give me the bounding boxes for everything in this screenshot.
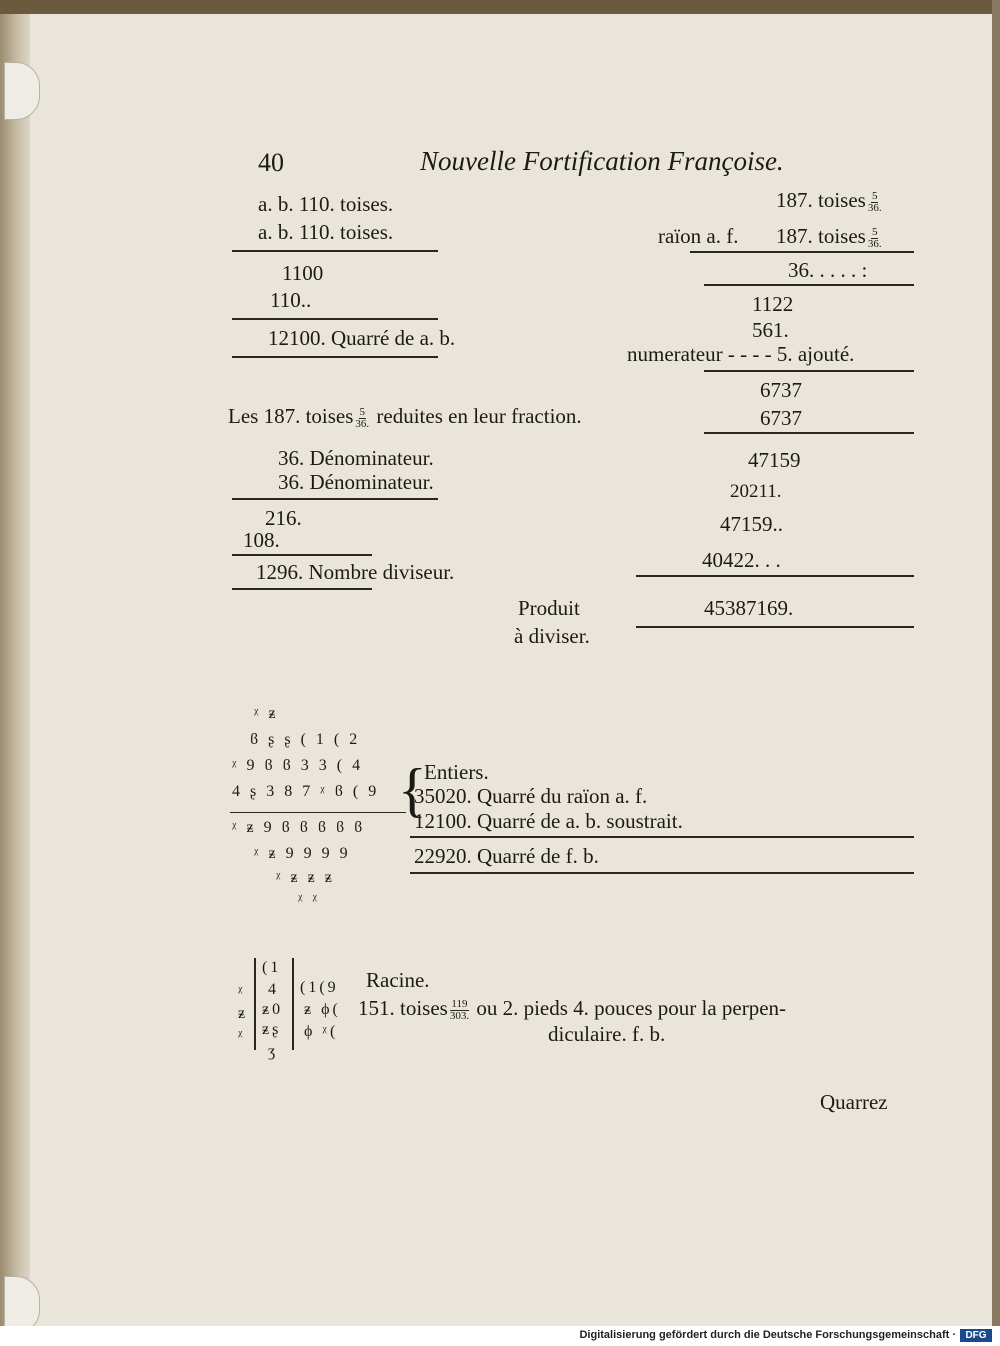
division-row: ᵡ ᵶ 9 ϐ ϐ ϐ ϐ ϐ: [232, 819, 366, 836]
numerateur-ajoute: numerateur - - - - 5. ajouté.: [627, 342, 855, 366]
product-108: 108.: [243, 528, 280, 552]
entiers-label: Entiers.: [424, 760, 489, 784]
book-edge-right: [992, 0, 1000, 1326]
produit-label: Produit: [518, 596, 580, 620]
fraction-numerator: 119: [451, 997, 468, 1010]
reduites-line: [228, 406, 582, 430]
rule: [232, 250, 438, 252]
root-col3: ᵶ ϕ(: [304, 1001, 341, 1018]
root-col1: ᵡ: [238, 983, 246, 1000]
rule: [232, 356, 438, 358]
page-number: 40: [258, 148, 284, 177]
division-row: ᵡ ᵶ: [254, 705, 279, 722]
dfg-credit: Digitalisierung gefördert durch die Deutsche Forschungsgemeinschaft ·: [579, 1329, 956, 1341]
running-title: Nouvelle Fortification Françoise.: [420, 146, 784, 176]
fraction-denominator: 36.: [355, 417, 370, 430]
rule: [230, 812, 406, 813]
partial-47159: 47159: [748, 448, 801, 472]
nombre-diviseur: 1296. Nombre diviseur.: [256, 560, 455, 584]
fraction-denominator: 36.: [867, 201, 882, 214]
rule: [704, 370, 914, 372]
quarre-ab-soustrait: 12100. Quarré de a. b. soustrait.: [414, 809, 683, 833]
quarre-raion: 35020. Quarré du raïon a. f.: [414, 784, 648, 808]
multiplier-6737: 6737: [760, 406, 802, 430]
denominateur-2: 36. Dénominateur.: [278, 470, 434, 494]
rule: [232, 318, 438, 320]
division-row: ᵡ 9 ϐ ϐ 3 3 ( 4: [232, 757, 364, 774]
raion-af: raïon a. f.: [658, 224, 739, 248]
fraction: [355, 407, 369, 430]
toises-1-text: 187. toises: [776, 188, 866, 212]
rule: [410, 872, 914, 874]
ab-toises-2: a. b. 110. toises.: [258, 220, 394, 244]
product-561: 561.: [752, 318, 789, 342]
partial-47159b: 47159..: [720, 512, 783, 536]
division-row: 4 ʂ 3 8 7 ᵡ ϐ ( 9: [232, 783, 380, 800]
root-col1: ᵡ: [238, 1027, 246, 1044]
reduites-post: reduites en leur fraction.: [376, 404, 582, 428]
product-110: 110..: [270, 288, 312, 312]
multiplier-36: 36. . . . . :: [788, 258, 868, 282]
book-binding: [0, 14, 30, 1326]
catchword: Quarrez: [820, 1090, 888, 1114]
fraction: [868, 227, 882, 250]
fraction-numerator: 5: [871, 189, 878, 202]
root-col2: ʒ: [268, 1043, 279, 1060]
quarre-ab: 12100. Quarré de a. b.: [268, 326, 456, 350]
fraction-numerator: 5: [359, 405, 366, 418]
root-col3: ϕ ᵡ(: [304, 1023, 339, 1040]
toises-2: [776, 226, 884, 250]
racine-label: Racine.: [366, 968, 430, 992]
root-col3: (1(9: [300, 979, 339, 996]
rule: [232, 554, 372, 556]
root-result-text: ou 2. pieds 4. pouces pour la perpen-: [476, 996, 787, 1020]
toises-2-text: 187. toises: [776, 224, 866, 248]
quarre-fb: 22920. Quarré de f. b.: [414, 844, 599, 868]
partial-40422: 40422. . .: [702, 548, 781, 572]
a-diviser-label: à diviser.: [514, 624, 590, 648]
division-row: ᵡ ᵡ: [298, 891, 321, 908]
toises-1: [776, 190, 884, 214]
rule: [232, 588, 372, 590]
division-row: ᵡ ᵶ ᵶ ᵶ: [276, 869, 335, 886]
rule: [690, 251, 914, 253]
root-result-line2: diculaire. f. b.: [548, 1022, 666, 1046]
division-row: ᵡ ᵶ 9 9 9 9: [254, 845, 351, 862]
fraction-denominator: 36.: [867, 237, 882, 250]
root-col2: ᵶʂ: [262, 1021, 282, 1038]
rule: [704, 432, 914, 434]
root-separator: [292, 958, 294, 1050]
root-col2: (1: [262, 959, 282, 976]
denominateur-1: 36. Dénominateur.: [278, 446, 434, 470]
fraction: [868, 191, 882, 214]
root-result-toises: 151. toises: [358, 996, 448, 1020]
product-1100: 1100: [282, 261, 324, 285]
division-row: ϐ ʂ ʂ ( 1 ( 2: [250, 731, 361, 748]
root-result: [358, 998, 786, 1022]
rule: [232, 498, 438, 500]
rule: [410, 836, 914, 838]
rule: [636, 626, 914, 628]
product-216: 216.: [265, 506, 302, 530]
reduites-pre: Les 187. toises: [228, 404, 354, 428]
fraction-denominator: 303.: [449, 1009, 470, 1022]
root-col1: ᵶ: [238, 1005, 249, 1022]
fraction-numerator: 5: [871, 225, 878, 238]
brace: {: [398, 757, 427, 823]
fraction: [450, 999, 469, 1022]
book-edge-top: [0, 0, 1000, 14]
rule: [636, 575, 914, 577]
root-col2: 4: [268, 981, 279, 998]
root-separator: [254, 958, 256, 1050]
partial-20211: 20211.: [730, 481, 782, 502]
sum-6737: 6737: [760, 378, 802, 402]
dfg-logo: DFG: [960, 1329, 992, 1342]
produit-45387169: 45387169.: [704, 596, 794, 620]
root-col2: ᵶ0: [262, 1001, 284, 1018]
product-1122: 1122: [752, 292, 794, 316]
ab-toises-1: a. b. 110. toises.: [258, 192, 394, 216]
digitization-footer: [0, 1326, 1000, 1346]
rule: [704, 284, 914, 286]
